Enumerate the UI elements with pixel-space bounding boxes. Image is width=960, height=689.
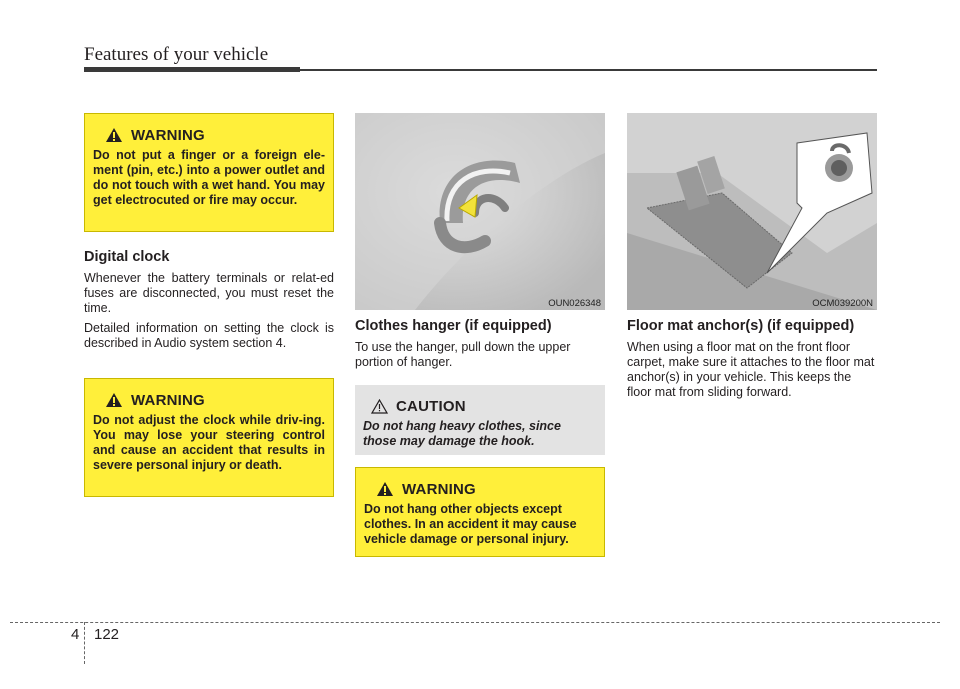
footer-dashed-rule — [10, 622, 940, 623]
warning-header — [105, 389, 325, 411]
header-rule-thin — [300, 69, 877, 71]
floor-mat-heading: Floor mat anchor(s) (if equipped) — [627, 318, 855, 334]
warning-text: Do not hang other objects except clothes. In an accident it may cause vehicle damage or personal injury. — [364, 502, 577, 546]
warning-title: WARNING — [402, 480, 476, 498]
column-middle — [355, 113, 605, 557]
digital-clock-para1: Whenever the battery terminals or relat-ed fuses are disconnected, you must reset the time. — [84, 271, 334, 315]
column-right — [627, 113, 877, 405]
warning-text: Do not adjust the clock while driv-ing. You may lose your steering control and cause an accident that results in severe personal injury or death. — [93, 413, 325, 472]
caution-triangle-icon — [371, 399, 388, 414]
floor-mat-illustration — [627, 113, 877, 310]
warning-box-power-outlet — [84, 113, 334, 232]
digital-clock-heading: Digital clock — [84, 249, 170, 265]
caution-box-hanger — [355, 385, 605, 455]
warning-header — [376, 478, 596, 500]
header-rule-thick — [84, 67, 300, 72]
floor-mat-para: When using a floor mat on the front floor carpet, make sure it attaches to the floor mat anchor(s) in your vehicle. This keeps the floor mat from sliding forward. — [627, 340, 875, 399]
warning-header — [105, 124, 325, 146]
warning-box-hanger — [355, 467, 605, 557]
header-rule — [84, 67, 877, 71]
page-number-value: 122 — [94, 626, 120, 643]
page-number — [71, 626, 119, 643]
digital-clock-para2: Detailed information on setting the clock is described in Audio system section 4. — [84, 321, 334, 350]
chapter-number: 4 — [71, 626, 80, 643]
caution-header — [371, 395, 597, 417]
clothes-hanger-heading: Clothes hanger (if equipped) — [355, 318, 552, 334]
figure-code: OUN026348 — [548, 298, 601, 309]
floor-mat-figure — [627, 113, 877, 310]
warning-title: WARNING — [131, 391, 205, 409]
column-left — [84, 113, 334, 497]
caution-title: CAUTION — [396, 397, 466, 415]
figure-code: OCM039200N — [812, 298, 873, 309]
caution-text: Do not hang heavy clothes, since those may damage the hook. — [363, 419, 561, 448]
warning-triangle-icon — [376, 481, 394, 497]
warning-text: Do not put a finger or a foreign ele-ment (pin, etc.) into a power outlet and do not touch with a wet hand. You may get electrocuted or fire may occur. — [93, 148, 325, 207]
clothes-hanger-illustration — [355, 113, 605, 310]
clothes-hanger-para: To use the hanger, pull down the upper portion of hanger. — [355, 340, 571, 369]
page-header-title: Features of your vehicle — [84, 44, 269, 65]
warning-triangle-icon — [105, 392, 123, 408]
warning-triangle-icon — [105, 127, 123, 143]
warning-title: WARNING — [131, 126, 205, 144]
warning-box-clock — [84, 378, 334, 497]
clothes-hanger-figure — [355, 113, 605, 310]
